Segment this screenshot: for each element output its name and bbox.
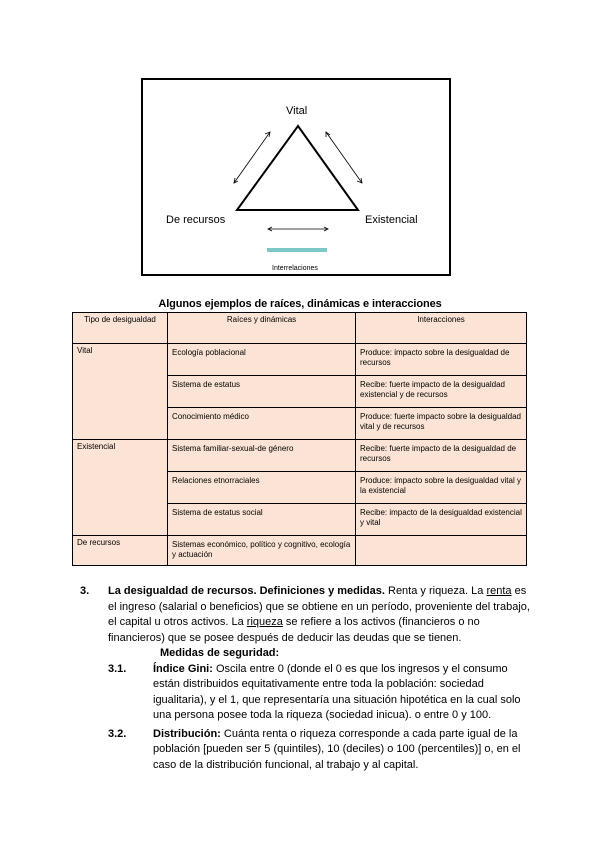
vertex-label-de-recursos: De recursos <box>166 214 226 226</box>
legend-label: Interrelaciones <box>272 265 318 272</box>
measure-item-distribucion <box>108 727 530 774</box>
root-cell: Relaciones etnorraciales <box>168 472 356 504</box>
section-intro-1: Renta y riqueza. La <box>384 585 487 597</box>
root-cell: Sistema de estatus social <box>168 504 356 536</box>
riqueza-term: riqueza <box>246 616 283 628</box>
table-header-row <box>73 313 527 344</box>
arrow-right-side <box>326 132 362 183</box>
section-heading: La desigualdad de recursos. Definiciones y medidas. <box>108 585 385 597</box>
header-roots: Raíces y dinámicas <box>168 313 356 344</box>
renta-term: renta <box>486 585 512 597</box>
section-intro-3: se refiere a los activos (financieros o no financieros) que se posee después de deducir las deudas que se tienen. <box>108 616 480 644</box>
interaction-cell: Recibe: fuerte impacto de la desigualdad de recursos <box>356 440 527 472</box>
legend-swatch <box>267 248 327 252</box>
measure-title: Índice Gini: <box>153 662 213 675</box>
measure-text: Oscila entre 0 (donde el 0 es que los ingresos y el consumo están distribuidos equitativamente entre toda la población: sociedad igualitaria), y el 1, que representaría una situación hipotética en la cual solo una persona posee toda la riqueza (sociedad inicua). o entre 0 y 100. <box>153 662 521 721</box>
interaction-cell: Produce: impacto sobre la desigualdad de recursos <box>356 344 527 376</box>
table-row <box>73 344 527 376</box>
type-cell-de-recursos: De recursos <box>73 536 168 566</box>
header-interactions: Interacciones <box>356 313 527 344</box>
interaction-cell <box>356 536 527 566</box>
triangle-figure <box>141 78 451 276</box>
measure-title: Distribución: <box>153 727 221 740</box>
root-cell: Sistema familiar-sexual-de género <box>168 440 356 472</box>
inequality-table <box>72 312 527 566</box>
table-row <box>73 536 527 566</box>
section-intro-2: es el ingreso (salarial o beneficios) que se obtiene en un período, proveniente del trabajo, el capital u otros activos. La <box>108 585 530 628</box>
root-cell: Ecología poblacional <box>168 344 356 376</box>
measure-number: 3.1. <box>108 662 127 675</box>
root-cell: Sistema de estatus <box>168 376 356 408</box>
header-type: Tipo de desigualdad <box>73 313 168 344</box>
measures-heading: Medidas de seguridad: <box>160 647 280 659</box>
inequality-triangle <box>237 126 358 210</box>
measure-item-gini <box>108 662 530 724</box>
arrow-left-side <box>234 132 270 183</box>
interaction-cell: Recibe: fuerte impacto de la desigualdad existencial y de recursos <box>356 376 527 408</box>
type-cell-vital: Vital <box>73 344 168 440</box>
section-3 <box>80 584 530 773</box>
root-cell: Sistemas económico, político y cognitivo, ecología y actuación <box>168 536 356 566</box>
interaction-cell: Recibe: impacto de la desigualdad existencial y vital <box>356 504 527 536</box>
arrow-bottom <box>268 227 328 231</box>
measure-text: Cuánta renta o riqueza corresponde a cada parte igual de la población [pueden ser 5 (quintiles), 10 (deciles) o 100 (percentiles)] o, en el caso de la distribución funcional, al trabajo y al capital. <box>153 727 521 771</box>
table-title: Algunos ejemplos de raíces, dinámicas e interacciones <box>158 298 442 310</box>
interaction-cell: Produce: fuerte impacto sobre la desigualdad vital y de recursos <box>356 408 527 440</box>
section-body <box>108 584 530 646</box>
table-row <box>73 440 527 472</box>
root-cell: Conocimiento médico <box>168 408 356 440</box>
interaction-cell: Produce: impacto sobre la desigualdad vital y la existencial <box>356 472 527 504</box>
section-number: 3. <box>80 585 90 597</box>
vertex-label-existencial: Existencial <box>365 214 418 226</box>
type-cell-existencial: Existencial <box>73 440 168 536</box>
vertex-label-vital: Vital <box>286 105 308 117</box>
measure-number: 3.2. <box>108 727 127 740</box>
